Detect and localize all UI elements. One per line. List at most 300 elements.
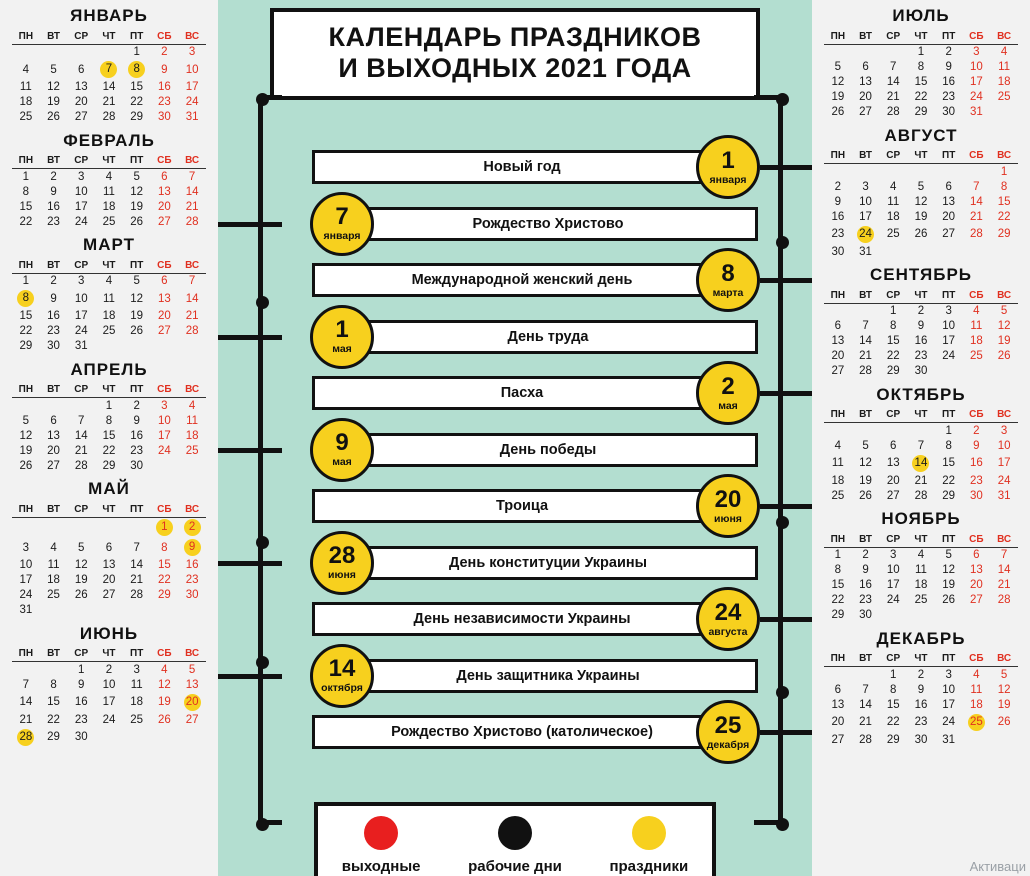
weekday-header: СР (886, 30, 901, 42)
day-cell: 23 (859, 594, 872, 606)
weekday-header: ЧТ (102, 648, 116, 659)
day-cell (95, 517, 123, 538)
date-badge (696, 700, 760, 764)
day-cell: 18 (19, 96, 33, 108)
weekday-header: СБ (157, 648, 172, 659)
day-cell: 12 (157, 678, 171, 691)
day-cell: 25 (19, 111, 33, 123)
week-row (824, 667, 1018, 683)
day-cell: 8 (161, 541, 168, 554)
day-cell: 19 (997, 335, 1011, 347)
day-cell: 9 (973, 439, 980, 452)
week-row (12, 458, 206, 473)
highlight-marker: 8 (17, 290, 34, 307)
day-cell: 25 (969, 350, 983, 362)
weekday-header: ПТ (130, 155, 144, 166)
weekday-header: СР (886, 533, 901, 545)
weekday-header: ПТ (130, 648, 144, 659)
weekday-header: СБ (969, 289, 984, 301)
day-cell: 30 (942, 106, 956, 118)
connector-stub (218, 222, 282, 227)
junction-dot (256, 296, 269, 309)
day-cell: 9 (78, 678, 85, 691)
day-cell: 30 (831, 245, 845, 258)
day-cell: 19 (914, 210, 928, 223)
legend-item (342, 816, 421, 875)
highlight-marker: 20 (184, 694, 201, 711)
weekday-header: ВС (185, 259, 200, 271)
holiday-label: Рождество Христово (католическое) (391, 724, 653, 740)
day-cell: 22 (102, 444, 116, 457)
junction-dot (776, 818, 789, 831)
week-row (824, 547, 1018, 563)
junction-dot (776, 93, 789, 106)
weekday-header: ПН (18, 648, 34, 659)
day-cell: 8 (834, 564, 842, 576)
right-months-list (812, 0, 1030, 747)
month-name: АПРЕЛЬ (70, 359, 148, 379)
day-cell (990, 105, 1018, 120)
day-cell: 20 (969, 579, 983, 591)
day-cell: 2 (917, 668, 925, 681)
day-cell (40, 662, 68, 678)
weekday-header-row (824, 408, 1018, 423)
day-cell: 21 (74, 444, 88, 457)
day-cell: 20 (157, 200, 171, 213)
week-row (12, 428, 206, 443)
holiday-label: Новый год (483, 159, 561, 175)
weekday-header: СР (74, 259, 89, 271)
day-cell (852, 667, 880, 683)
day-cell: 16 (47, 200, 60, 213)
day-cell: 4 (22, 63, 30, 76)
day-cell: 26 (914, 228, 928, 240)
weekday-header: ЧТ (914, 289, 928, 301)
weekday-header: ВС (185, 648, 200, 659)
highlight-marker: 9 (184, 539, 201, 556)
day-cell: 16 (942, 76, 956, 88)
day-cell: 28 (997, 594, 1011, 606)
day-cell: 23 (185, 574, 199, 586)
holiday-label: День победы (499, 441, 597, 458)
day-cell: 26 (997, 350, 1011, 362)
badge-day: 9 (335, 429, 349, 457)
day-cell: 31 (185, 111, 199, 123)
day-cell: 24 (942, 350, 956, 362)
day-cell: 5 (834, 61, 842, 73)
day-cell: 6 (161, 275, 168, 287)
day-cell: 27 (185, 713, 199, 726)
day-cell: 13 (157, 292, 171, 305)
week-row (12, 517, 206, 538)
day-cell: 6 (834, 683, 842, 696)
month-block (12, 624, 206, 748)
day-cell: 23 (831, 228, 845, 240)
day-cell: 24 (942, 716, 956, 728)
day-cell (178, 517, 206, 538)
highlight-marker: 1 (156, 519, 173, 536)
day-cell: 6 (161, 170, 168, 183)
day-cell: 3 (133, 663, 140, 676)
day-cell: 31 (969, 106, 983, 118)
day-cell: 7 (862, 320, 869, 332)
day-cell: 16 (914, 335, 928, 347)
week-row (824, 303, 1018, 319)
day-cell: 13 (859, 76, 872, 88)
day-cell (123, 603, 151, 618)
weekday-header: СБ (969, 30, 984, 42)
day-cell: 5 (945, 549, 952, 561)
week-row (824, 697, 1018, 712)
day-cell: 26 (831, 106, 845, 118)
day-cell: 24 (997, 474, 1011, 487)
day-cell (12, 398, 40, 414)
day-cell (907, 453, 935, 473)
legend-label: праздники (609, 857, 689, 875)
day-cell: 6 (50, 414, 57, 427)
weekday-header: СБ (157, 155, 172, 166)
day-cell: 12 (914, 195, 928, 208)
weekday-header: ВТ (47, 155, 61, 166)
date-badge (696, 361, 760, 425)
day-cell (852, 164, 880, 180)
weekday-header: ПН (830, 409, 846, 420)
date-badge (310, 531, 374, 595)
day-cell (935, 608, 963, 623)
week-row (824, 349, 1018, 364)
day-cell: 4 (105, 170, 113, 183)
day-cell: 25 (997, 91, 1011, 103)
weekday-header: ВТ (859, 150, 873, 161)
legend-box (314, 802, 716, 876)
month-grid (12, 647, 206, 748)
month-block (824, 265, 1018, 379)
week-row (12, 110, 206, 125)
day-cell: 21 (859, 716, 872, 728)
weekday-header: ПН (18, 384, 34, 395)
day-cell: 24 (74, 215, 88, 228)
day-cell (879, 244, 907, 259)
day-cell: 4 (1000, 46, 1008, 58)
weekday-header: СР (74, 648, 89, 659)
day-cell: 7 (133, 541, 140, 554)
badge-day: 8 (721, 259, 735, 287)
day-cell (963, 244, 991, 259)
day-cell: 17 (74, 310, 88, 322)
week-row (12, 95, 206, 110)
day-cell: 7 (78, 414, 85, 427)
holiday-bar (312, 146, 735, 184)
day-cell: 27 (157, 215, 171, 228)
day-cell: 21 (19, 713, 33, 726)
day-cell: 10 (942, 320, 956, 332)
day-cell: 5 (917, 180, 925, 193)
day-cell (40, 398, 68, 414)
day-cell: 18 (997, 76, 1011, 88)
day-cell: 24 (185, 96, 199, 108)
day-cell: 18 (914, 579, 928, 591)
month-grid (12, 258, 206, 354)
holiday-bar (338, 207, 758, 241)
day-cell (178, 692, 206, 712)
weekday-header: ЧТ (102, 384, 116, 395)
connector-spine (258, 95, 263, 820)
weekday-header: ЧТ (914, 150, 928, 161)
day-cell: 6 (945, 180, 952, 193)
highlight-marker: 28 (17, 729, 34, 746)
day-cell: 11 (102, 185, 115, 198)
day-cell (879, 423, 907, 439)
week-row (12, 398, 206, 414)
day-cell: 1 (22, 275, 30, 287)
day-cell (990, 364, 1018, 379)
weekday-header: ВС (997, 653, 1012, 664)
day-cell: 22 (914, 91, 928, 103)
day-cell: 25 (831, 489, 845, 502)
weekday-header: ВТ (859, 653, 873, 664)
day-cell: 20 (102, 574, 116, 586)
badge-month: января (709, 173, 747, 186)
day-cell: 7 (22, 678, 30, 691)
day-cell: 14 (886, 76, 900, 88)
day-cell: 15 (942, 457, 956, 469)
day-cell: 16 (969, 457, 983, 469)
day-cell: 3 (945, 305, 952, 317)
junction-dot (776, 686, 789, 699)
day-cell: 29 (157, 589, 171, 601)
week-row (12, 588, 206, 603)
day-cell (178, 603, 206, 618)
day-cell: 27 (942, 228, 956, 240)
day-cell: 3 (78, 170, 85, 183)
legend-item (468, 816, 562, 875)
day-cell: 11 (970, 320, 983, 332)
junction-dot (256, 818, 269, 831)
day-cell: 24 (19, 589, 33, 601)
day-cell: 28 (969, 228, 983, 240)
week-row (824, 75, 1018, 90)
day-cell: 16 (831, 210, 845, 223)
month-block (12, 479, 206, 618)
day-cell: 23 (914, 350, 928, 362)
day-cell: 29 (130, 111, 144, 123)
weekday-header: ВТ (859, 289, 873, 301)
connector-stub (760, 278, 812, 283)
day-cell (935, 244, 963, 259)
badge-day: 1 (335, 316, 349, 344)
day-cell: 18 (102, 200, 116, 213)
month-grid (824, 408, 1018, 504)
day-cell: 10 (157, 414, 171, 427)
day-cell (67, 44, 95, 60)
day-cell: 9 (133, 414, 140, 427)
day-cell: 29 (886, 733, 900, 746)
month-grid (824, 652, 1018, 748)
day-cell: 15 (19, 200, 33, 213)
day-cell: 4 (105, 275, 113, 287)
day-cell: 5 (862, 439, 869, 452)
day-cell: 2 (834, 180, 842, 193)
day-cell: 6 (105, 541, 113, 554)
title-line-1: КАЛЕНДАРЬ ПРАЗДНИКОВ (328, 22, 702, 52)
weekday-header: ПТ (942, 653, 956, 664)
day-cell: 1 (917, 46, 925, 58)
day-cell: 11 (998, 61, 1011, 73)
day-cell (824, 423, 852, 439)
weekday-header-row (12, 502, 206, 517)
day-cell: 4 (973, 305, 980, 317)
day-cell (67, 517, 95, 538)
weekday-header: ПН (18, 259, 34, 271)
holiday-label: День защитника Украины (456, 667, 640, 684)
day-cell: 29 (914, 106, 928, 118)
weekday-header: ПТ (130, 503, 144, 515)
junction-dot (256, 536, 269, 549)
weekday-header: ВТ (859, 409, 873, 420)
day-cell: 24 (969, 91, 983, 103)
day-cell: 23 (914, 716, 928, 728)
weekday-header-row (824, 29, 1018, 44)
day-cell: 1 (890, 305, 897, 317)
day-cell: 27 (831, 733, 845, 746)
day-cell: 24 (74, 325, 88, 337)
day-cell: 26 (157, 713, 171, 726)
month-grid (12, 29, 206, 125)
day-cell: 13 (831, 335, 845, 347)
day-cell: 26 (859, 489, 872, 502)
day-cell: 16 (859, 579, 872, 591)
day-cell: 28 (102, 111, 116, 123)
day-cell (123, 727, 151, 747)
day-cell: 24 (102, 713, 116, 726)
day-cell: 31 (997, 489, 1011, 502)
weekday-header-row (12, 154, 206, 169)
day-cell: 16 (157, 81, 171, 93)
day-cell: 3 (890, 549, 897, 561)
day-cell: 29 (102, 459, 116, 472)
weekday-header: ЧТ (102, 503, 116, 515)
badge-month: января (323, 230, 361, 243)
badge-month: октября (321, 682, 363, 695)
day-cell: 12 (74, 559, 88, 571)
day-cell: 17 (185, 81, 199, 93)
holiday-bar (312, 715, 732, 749)
weekday-header: ВТ (47, 30, 61, 42)
day-cell: 15 (997, 195, 1011, 208)
day-cell: 25 (130, 713, 144, 726)
left-calendar-column (0, 0, 218, 876)
day-cell (95, 339, 123, 354)
month-block (824, 629, 1018, 748)
day-cell: 1 (22, 170, 30, 183)
weekday-header: СБ (157, 503, 172, 515)
day-cell: 9 (50, 185, 57, 198)
week-row (12, 692, 206, 712)
day-cell: 30 (914, 365, 928, 377)
day-cell: 12 (859, 457, 872, 469)
day-cell (151, 458, 179, 473)
day-cell: 5 (133, 275, 140, 287)
connector-stub (760, 504, 812, 509)
day-cell: 31 (74, 340, 88, 352)
day-cell: 18 (185, 429, 199, 442)
weekday-header: ПН (830, 533, 846, 545)
day-cell: 31 (942, 733, 956, 746)
month-grid (824, 532, 1018, 623)
day-cell: 11 (186, 414, 199, 427)
weekday-header: ЧТ (102, 30, 116, 42)
day-cell: 30 (130, 459, 144, 472)
day-cell (852, 224, 880, 244)
day-cell: 13 (157, 185, 171, 198)
day-cell: 3 (188, 46, 196, 58)
day-cell (151, 603, 179, 618)
day-cell: 18 (831, 474, 845, 487)
weekday-header: СБ (157, 259, 172, 271)
day-cell: 13 (831, 698, 845, 711)
day-cell: 6 (862, 61, 869, 73)
day-cell: 26 (130, 215, 144, 228)
day-cell: 10 (74, 292, 88, 305)
month-grid (824, 29, 1018, 120)
weekday-header: ЧТ (914, 409, 928, 420)
day-cell: 19 (19, 444, 33, 457)
day-cell: 26 (74, 589, 88, 601)
day-cell: 2 (133, 399, 140, 412)
weekday-header: ВТ (47, 648, 61, 659)
badge-day: 1 (721, 146, 735, 174)
day-cell: 25 (47, 589, 60, 601)
day-cell: 22 (831, 594, 845, 606)
connector-spine (778, 95, 783, 820)
day-cell: 8 (50, 678, 57, 691)
weekday-header: ПТ (942, 289, 956, 301)
day-cell (12, 289, 40, 309)
day-cell: 3 (1000, 424, 1008, 437)
day-cell (907, 608, 935, 623)
month-grid (12, 383, 206, 474)
badge-month: марта (712, 286, 744, 299)
day-cell: 15 (102, 429, 116, 442)
weekday-header: ПН (830, 30, 846, 42)
day-cell: 4 (973, 668, 980, 681)
day-cell: 21 (130, 574, 144, 586)
date-badge (310, 192, 374, 256)
day-cell: 17 (859, 210, 872, 223)
month-block (824, 385, 1018, 504)
date-badge (696, 135, 760, 199)
weekday-header: ПН (830, 289, 846, 301)
day-cell: 30 (157, 111, 171, 123)
day-cell: 22 (886, 350, 900, 362)
day-cell: 22 (886, 716, 900, 728)
day-cell: 8 (105, 414, 113, 427)
day-cell: 7 (973, 180, 980, 193)
center-panel (218, 0, 812, 876)
day-cell: 11 (47, 559, 60, 571)
weekday-header: ВС (185, 503, 200, 515)
weekday-header: ПН (18, 503, 34, 515)
day-cell: 21 (914, 474, 928, 487)
week-row (824, 682, 1018, 697)
day-cell: 15 (47, 696, 60, 708)
day-cell: 10 (74, 185, 88, 198)
day-cell: 3 (973, 46, 980, 58)
day-cell: 21 (185, 200, 199, 213)
day-cell: 28 (130, 589, 144, 601)
day-cell: 7 (862, 683, 869, 696)
day-cell (990, 608, 1018, 623)
